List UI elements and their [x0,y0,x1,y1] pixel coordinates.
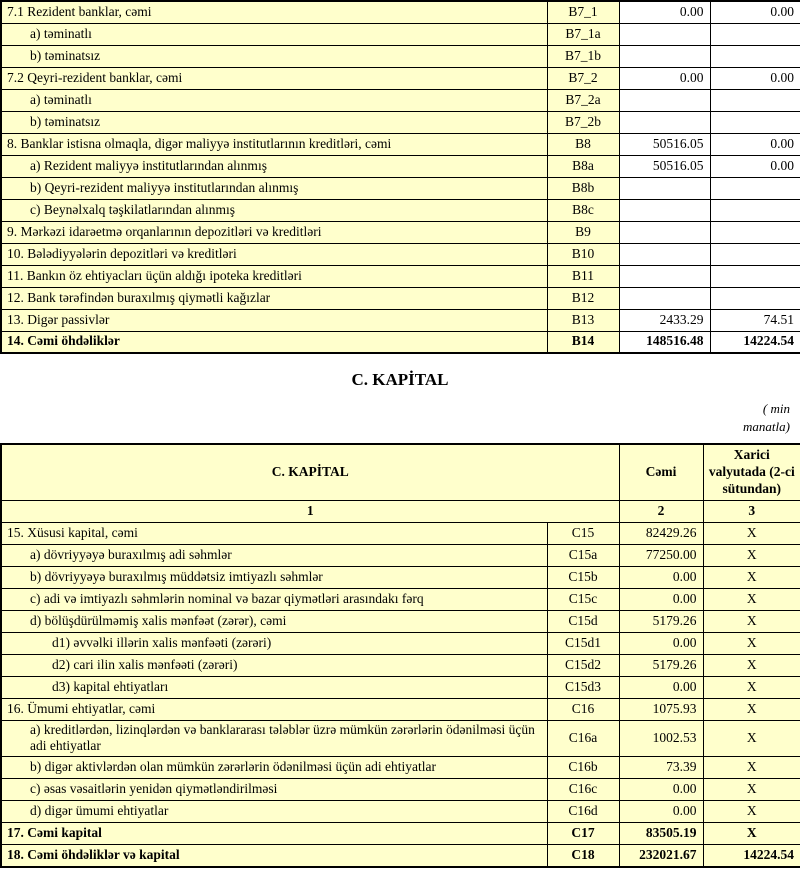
row-label: d) digər ümumi ehtiyatlar [1,801,547,823]
row-value-total [619,265,710,287]
row-value-total: 73.39 [619,757,703,779]
row-code: C15d [547,610,619,632]
row-value-total: 0.00 [619,566,703,588]
row-value-total [619,199,710,221]
table-row [1,243,800,265]
row-label: 18. Cəmi öhdəliklər və kapital [1,845,547,867]
row-label: a) təminatlı [1,89,547,111]
row-value-fx [710,287,800,309]
liabilities-table [0,0,800,354]
row-code: C17 [547,823,619,845]
row-code: C18 [547,845,619,867]
row-label: 7.1 Rezident banklar, cəmi [1,1,547,23]
row-code: C16a [547,720,619,757]
row-value-total [619,23,710,45]
table-row [1,588,800,610]
row-code: C15d1 [547,632,619,654]
row-label: 16. Ümumi ehtiyatlar, cəmi [1,698,547,720]
row-value-fx: X [703,823,800,845]
row-value-fx: X [703,632,800,654]
row-value-fx: X [703,544,800,566]
capital-header-total: Cəmi [619,444,703,500]
row-label: 14. Cəmi öhdəliklər [1,331,547,353]
row-value-fx [710,111,800,133]
capital-table [0,443,800,868]
row-label: 9. Mərkəzi idarəetmə orqanlarının depozitləri və kreditləri [1,221,547,243]
row-code: C15b [547,566,619,588]
table-row [1,610,800,632]
row-code: C16c [547,779,619,801]
row-code: B7_1 [547,1,619,23]
row-code: B7_1a [547,23,619,45]
table-row [1,287,800,309]
table-row [1,845,800,867]
table-row [1,1,800,23]
row-code: B7_2b [547,111,619,133]
table-row [1,309,800,331]
table-row [1,331,800,353]
row-value-fx: X [703,654,800,676]
row-code: B12 [547,287,619,309]
row-value-fx [710,199,800,221]
row-value-fx: 74.51 [710,309,800,331]
row-label: d1) əvvəlki illərin xalis mənfəəti (zərəri) [1,632,547,654]
row-value-total: 0.00 [619,588,703,610]
row-code: C15d3 [547,676,619,698]
row-code: B7_2 [547,67,619,89]
row-value-total: 1002.53 [619,720,703,757]
row-code: B13 [547,309,619,331]
row-value-total [619,177,710,199]
row-value-total [619,45,710,67]
row-label: 7.2 Qeyri-rezident banklar, cəmi [1,67,547,89]
table-row [1,720,800,757]
row-code: B8c [547,199,619,221]
row-value-fx: X [703,720,800,757]
row-label: a) dövriyyəyə buraxılmış adi səhmlər [1,544,547,566]
capital-header-title: C. KAPİTAL [1,444,619,500]
row-value-fx: 14224.54 [710,331,800,353]
row-value-total: 1075.93 [619,698,703,720]
table-row [1,133,800,155]
row-value-total: 50516.05 [619,133,710,155]
table-row [1,23,800,45]
table-row [1,67,800,89]
table-row [1,676,800,698]
row-code: C15 [547,522,619,544]
row-code: C16d [547,801,619,823]
row-label: 8. Banklar istisna olmaqla, digər maliyyə institutlarının kreditləri, cəmi [1,133,547,155]
table-row [1,155,800,177]
table-row [1,265,800,287]
unit-note-line-1: ( min [762,401,790,416]
table-row [1,177,800,199]
row-value-total [619,243,710,265]
row-value-total: 0.00 [619,801,703,823]
row-value-total: 0.00 [619,676,703,698]
row-label: a) Rezident maliyyə institutlarından alınmış [1,155,547,177]
row-label: 10. Bələdiyyələrin depozitləri və kreditləri [1,243,547,265]
row-value-total: 232021.67 [619,845,703,867]
row-code: C16 [547,698,619,720]
col-number-2: 2 [619,500,703,522]
row-value-fx: 0.00 [710,67,800,89]
section-c-heading: C. KAPİTAL [351,370,449,389]
row-code: B7_1b [547,45,619,67]
row-value-fx: X [703,610,800,632]
row-code: C15a [547,544,619,566]
row-code: C16b [547,757,619,779]
row-value-fx [710,45,800,67]
row-value-fx: X [703,676,800,698]
row-label: c) adi və imtiyazlı səhmlərin nominal və bazar qiymətləri arasındakı fərq [1,588,547,610]
row-label: 15. Xüsusi kapital, cəmi [1,522,547,544]
row-value-fx: 0.00 [710,1,800,23]
row-value-total: 77250.00 [619,544,703,566]
row-value-total: 0.00 [619,779,703,801]
row-value-fx: 0.00 [710,155,800,177]
capital-header-fx: Xarici valyutada (2-ci sütundan) [703,444,800,500]
row-value-total [619,287,710,309]
row-value-fx: X [703,757,800,779]
row-code: B8a [547,155,619,177]
row-value-fx: X [703,779,800,801]
table-row [1,632,800,654]
table-row [1,654,800,676]
column-number-row [1,500,800,522]
row-label: b) dövriyyəyə buraxılmış müddətsiz imtiyazlı səhmlər [1,566,547,588]
col-number-1: 1 [1,500,619,522]
row-label: c) Beynəlxalq təşkilatlarından alınmış [1,199,547,221]
row-code: B7_2a [547,89,619,111]
row-code: C15c [547,588,619,610]
row-label: 12. Bank tərəfindən buraxılmış qiymətli kağızlar [1,287,547,309]
row-value-total: 83505.19 [619,823,703,845]
row-value-fx [710,265,800,287]
row-value-fx [710,243,800,265]
row-code: B11 [547,265,619,287]
row-label: b) təminatsız [1,111,547,133]
table-row [1,221,800,243]
capital-header-row [1,444,800,500]
row-label: a) təminatlı [1,23,547,45]
row-value-fx: X [703,698,800,720]
table-row [1,45,800,67]
row-value-fx [710,177,800,199]
row-label: d2) cari ilin xalis mənfəəti (zərəri) [1,654,547,676]
row-label: d) bölüşdürülməmiş xalis mənfəət (zərər), cəmi [1,610,547,632]
row-label: a) kreditlərdən, lizinqlərdən və banklararası tələblər üzrə mümkün zərərlərin ödənilməsi üçün adi ehtiyatlar [1,720,547,757]
row-value-fx [710,89,800,111]
row-value-fx: X [703,566,800,588]
row-value-total: 0.00 [619,632,703,654]
table-row [1,757,800,779]
col-number-3: 3 [703,500,800,522]
table-row [1,801,800,823]
table-row [1,779,800,801]
table-row [1,698,800,720]
row-code: C15d2 [547,654,619,676]
table-row [1,544,800,566]
row-label: b) Qeyri-rezident maliyyə institutlarından alınmış [1,177,547,199]
row-value-fx: 0.00 [710,133,800,155]
row-value-total [619,221,710,243]
row-label: c) əsas vəsaitlərin yenidən qiymətləndirilməsi [1,779,547,801]
table-row [1,823,800,845]
row-value-total: 2433.29 [619,309,710,331]
unit-note [0,400,800,435]
row-value-total [619,111,710,133]
row-code: B14 [547,331,619,353]
row-label: 17. Cəmi kapital [1,823,547,845]
table-row [1,89,800,111]
row-value-fx: X [703,801,800,823]
row-label: 11. Bankın öz ehtiyacları üçün aldığı ipoteka kreditləri [1,265,547,287]
row-code: B8 [547,133,619,155]
row-value-total: 82429.26 [619,522,703,544]
unit-note-line-2: manatla) [743,418,790,434]
row-code: B10 [547,243,619,265]
row-value-total: 50516.05 [619,155,710,177]
row-value-total: 5179.26 [619,610,703,632]
row-code: B9 [547,221,619,243]
row-value-total: 0.00 [619,67,710,89]
table-row [1,111,800,133]
row-label: b) digər aktivlərdən olan mümkün zərərlərin ödənilməsi üçün adi ehtiyatlar [1,757,547,779]
row-value-fx [710,221,800,243]
row-value-fx: X [703,588,800,610]
row-value-fx [710,23,800,45]
row-value-total [619,89,710,111]
row-value-fx: 14224.54 [703,845,800,867]
row-value-total: 0.00 [619,1,710,23]
row-label: d3) kapital ehtiyatları [1,676,547,698]
row-value-fx: X [703,522,800,544]
table-row [1,566,800,588]
table-row [1,199,800,221]
row-code: B8b [547,177,619,199]
row-value-total: 5179.26 [619,654,703,676]
row-label: 13. Digər passivlər [1,309,547,331]
row-value-total: 148516.48 [619,331,710,353]
table-row [1,522,800,544]
row-label: b) təminatsız [1,45,547,67]
